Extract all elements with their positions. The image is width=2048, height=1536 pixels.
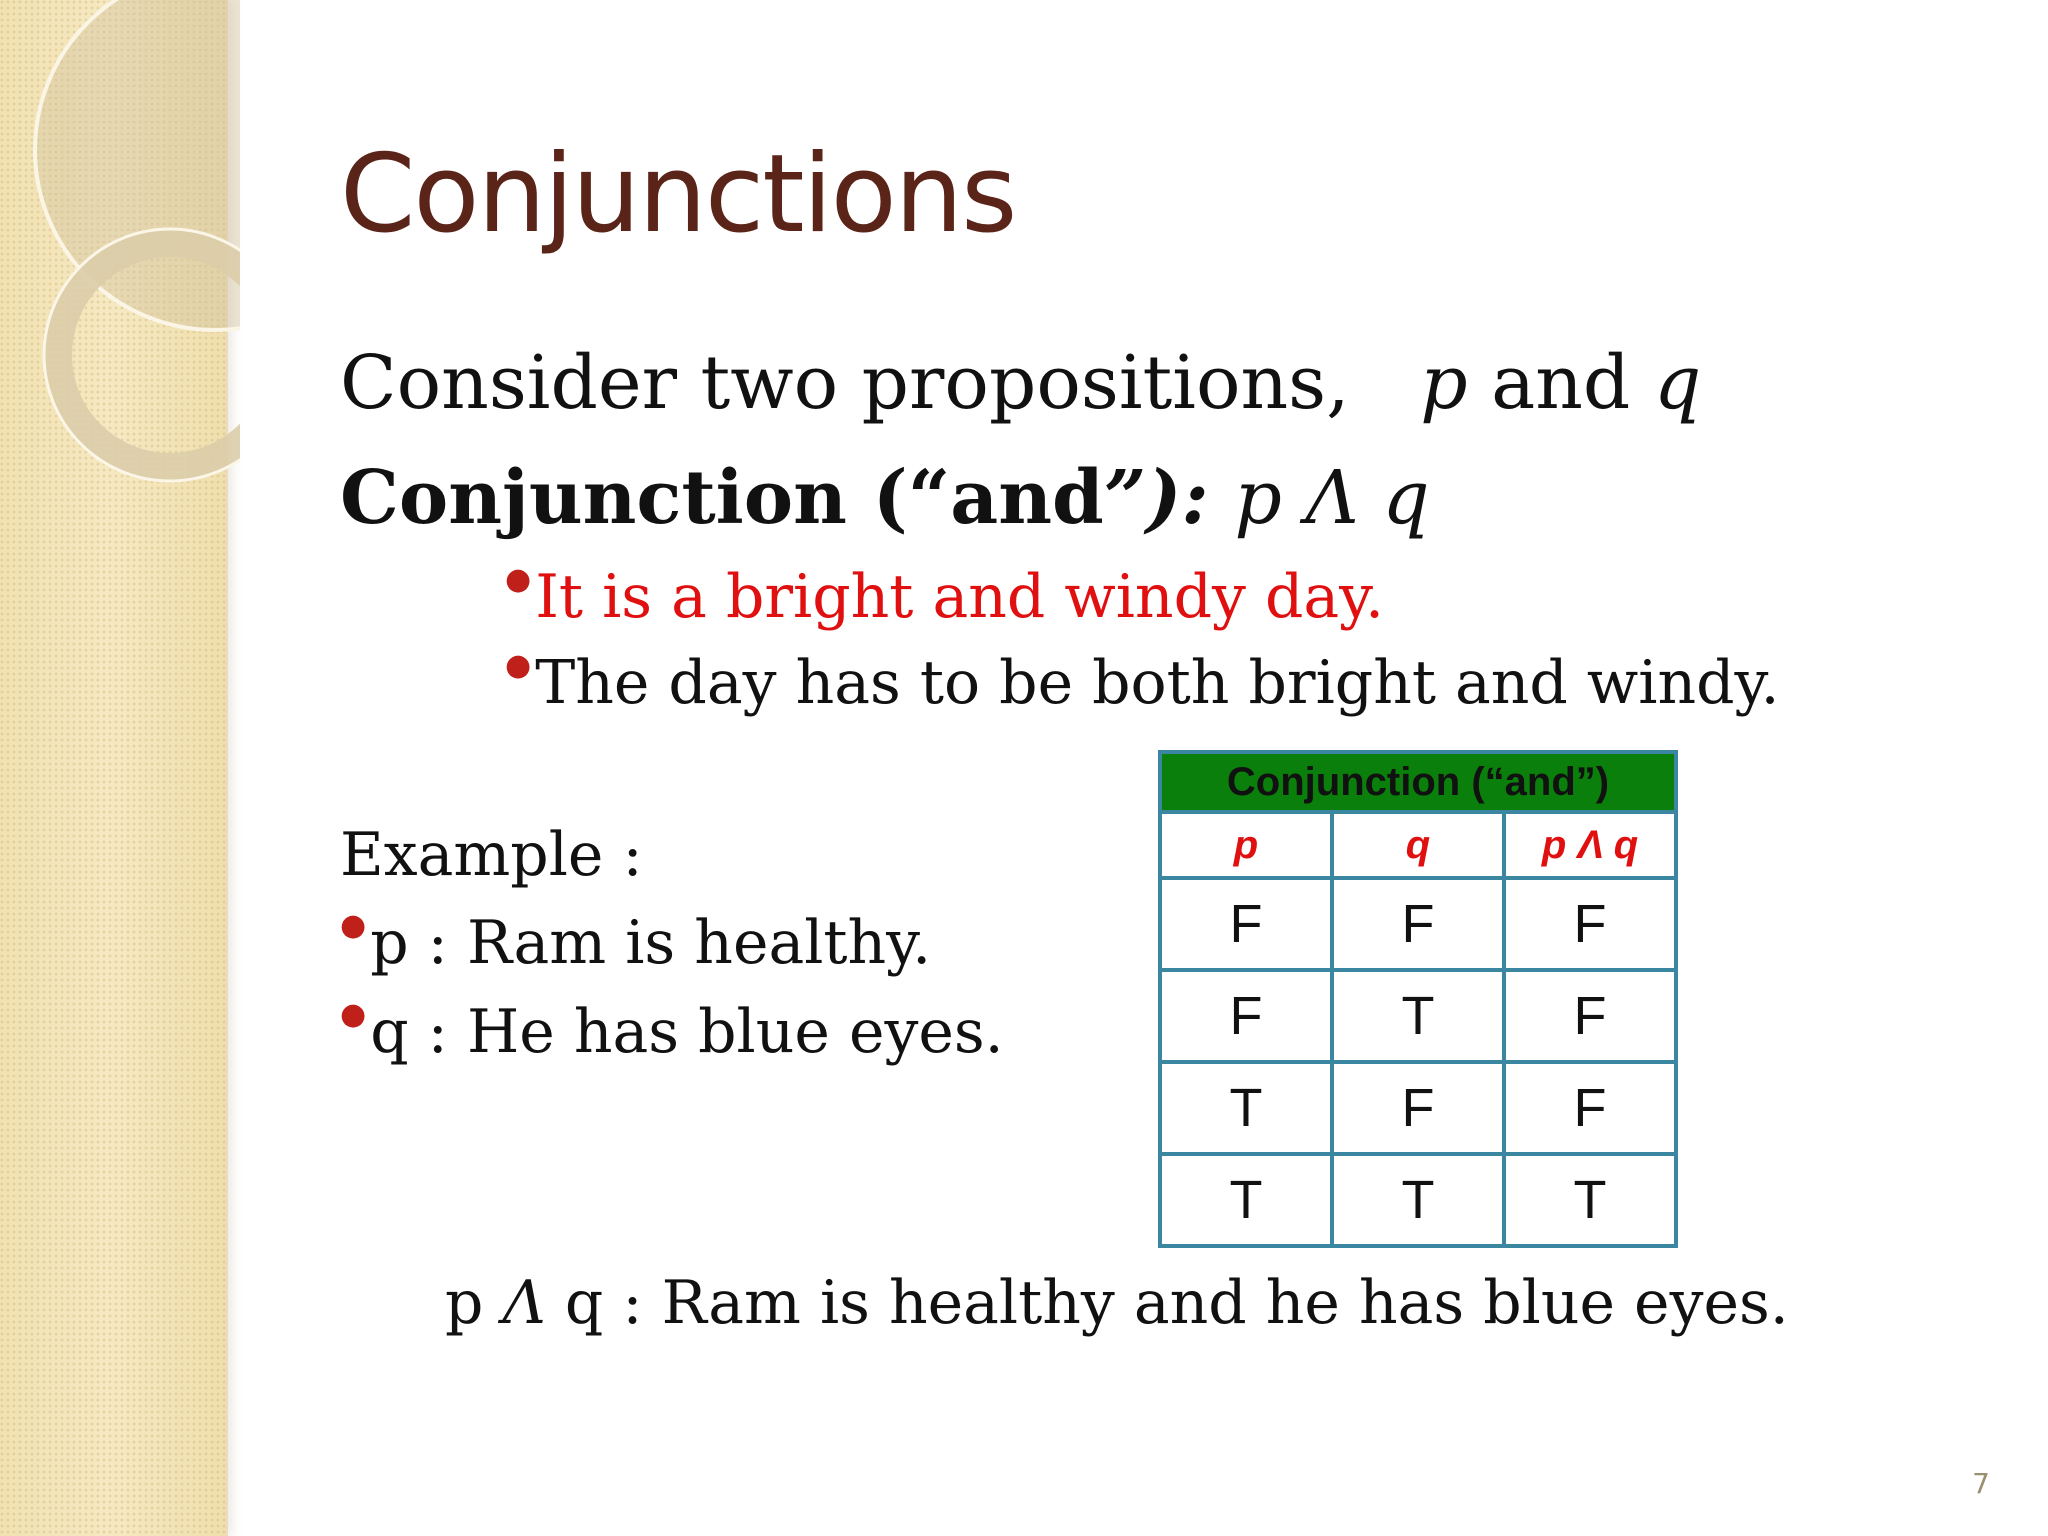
- summary-p: p: [445, 1268, 503, 1338]
- column-header-q: q: [1332, 812, 1504, 878]
- example-item: [340, 908, 931, 978]
- bullet-dot-icon: ●: [340, 997, 367, 1032]
- example-item: [340, 997, 1004, 1067]
- table-cell: F: [1332, 878, 1504, 970]
- table-cell: F: [1504, 970, 1676, 1062]
- table-cell: T: [1160, 1062, 1332, 1154]
- intro-p: p: [1420, 340, 1468, 426]
- table-row: [1160, 1062, 1676, 1154]
- table-row: [1160, 970, 1676, 1062]
- conjunction-definition: [340, 455, 1430, 541]
- column-header-p-and-q: p Λ q: [1504, 812, 1676, 878]
- column-header-p: p: [1160, 812, 1332, 878]
- intro-and: and: [1491, 340, 1631, 426]
- decorative-rings: [0, 0, 240, 520]
- bullet-item: [505, 562, 1384, 632]
- bullet-item: [505, 648, 1780, 718]
- truth-table: [1158, 750, 1678, 1248]
- intro-text: Consider two propositions,: [340, 340, 1350, 426]
- table-cell: F: [1160, 878, 1332, 970]
- table-cell: F: [1332, 1062, 1504, 1154]
- table-cell: F: [1504, 878, 1676, 970]
- truth-table-title: Conjunction (“and”): [1160, 752, 1676, 812]
- summary-rest: q : Ram is healthy and he has blue eyes.: [545, 1268, 1789, 1338]
- table-cell: T: [1160, 1154, 1332, 1246]
- table-cell: F: [1504, 1062, 1676, 1154]
- page-title: Conjunctions: [340, 132, 1016, 257]
- summary-operator: Λ: [502, 1268, 546, 1338]
- example-item-text: q : He has blue eyes.: [370, 997, 1004, 1067]
- bullet-dot-icon: ●: [505, 562, 532, 597]
- table-cell: T: [1504, 1154, 1676, 1246]
- bullet-dot-icon: ●: [340, 908, 367, 943]
- intro-line: [340, 340, 1701, 426]
- conjunction-label: Conjunction (“and: [340, 455, 1104, 541]
- table-row: [1160, 878, 1676, 970]
- summary-line: [445, 1268, 1789, 1338]
- bullet-text: The day has to be both bright and windy.: [535, 648, 1780, 718]
- conjunction-label-close: ”):: [1103, 455, 1235, 541]
- conjunction-formula: p Λ q: [1234, 455, 1430, 541]
- example-label: Example :: [340, 820, 643, 890]
- table-cell: F: [1160, 970, 1332, 1062]
- example-item-text: p : Ram is healthy.: [370, 908, 932, 978]
- table-row: [1160, 1154, 1676, 1246]
- bullet-text: It is a bright and windy day.: [535, 562, 1385, 632]
- intro-q: q: [1653, 340, 1702, 426]
- table-cell: T: [1332, 970, 1504, 1062]
- table-cell: T: [1332, 1154, 1504, 1246]
- bullet-dot-icon: ●: [505, 648, 532, 683]
- page-number: 7: [1972, 1467, 1990, 1500]
